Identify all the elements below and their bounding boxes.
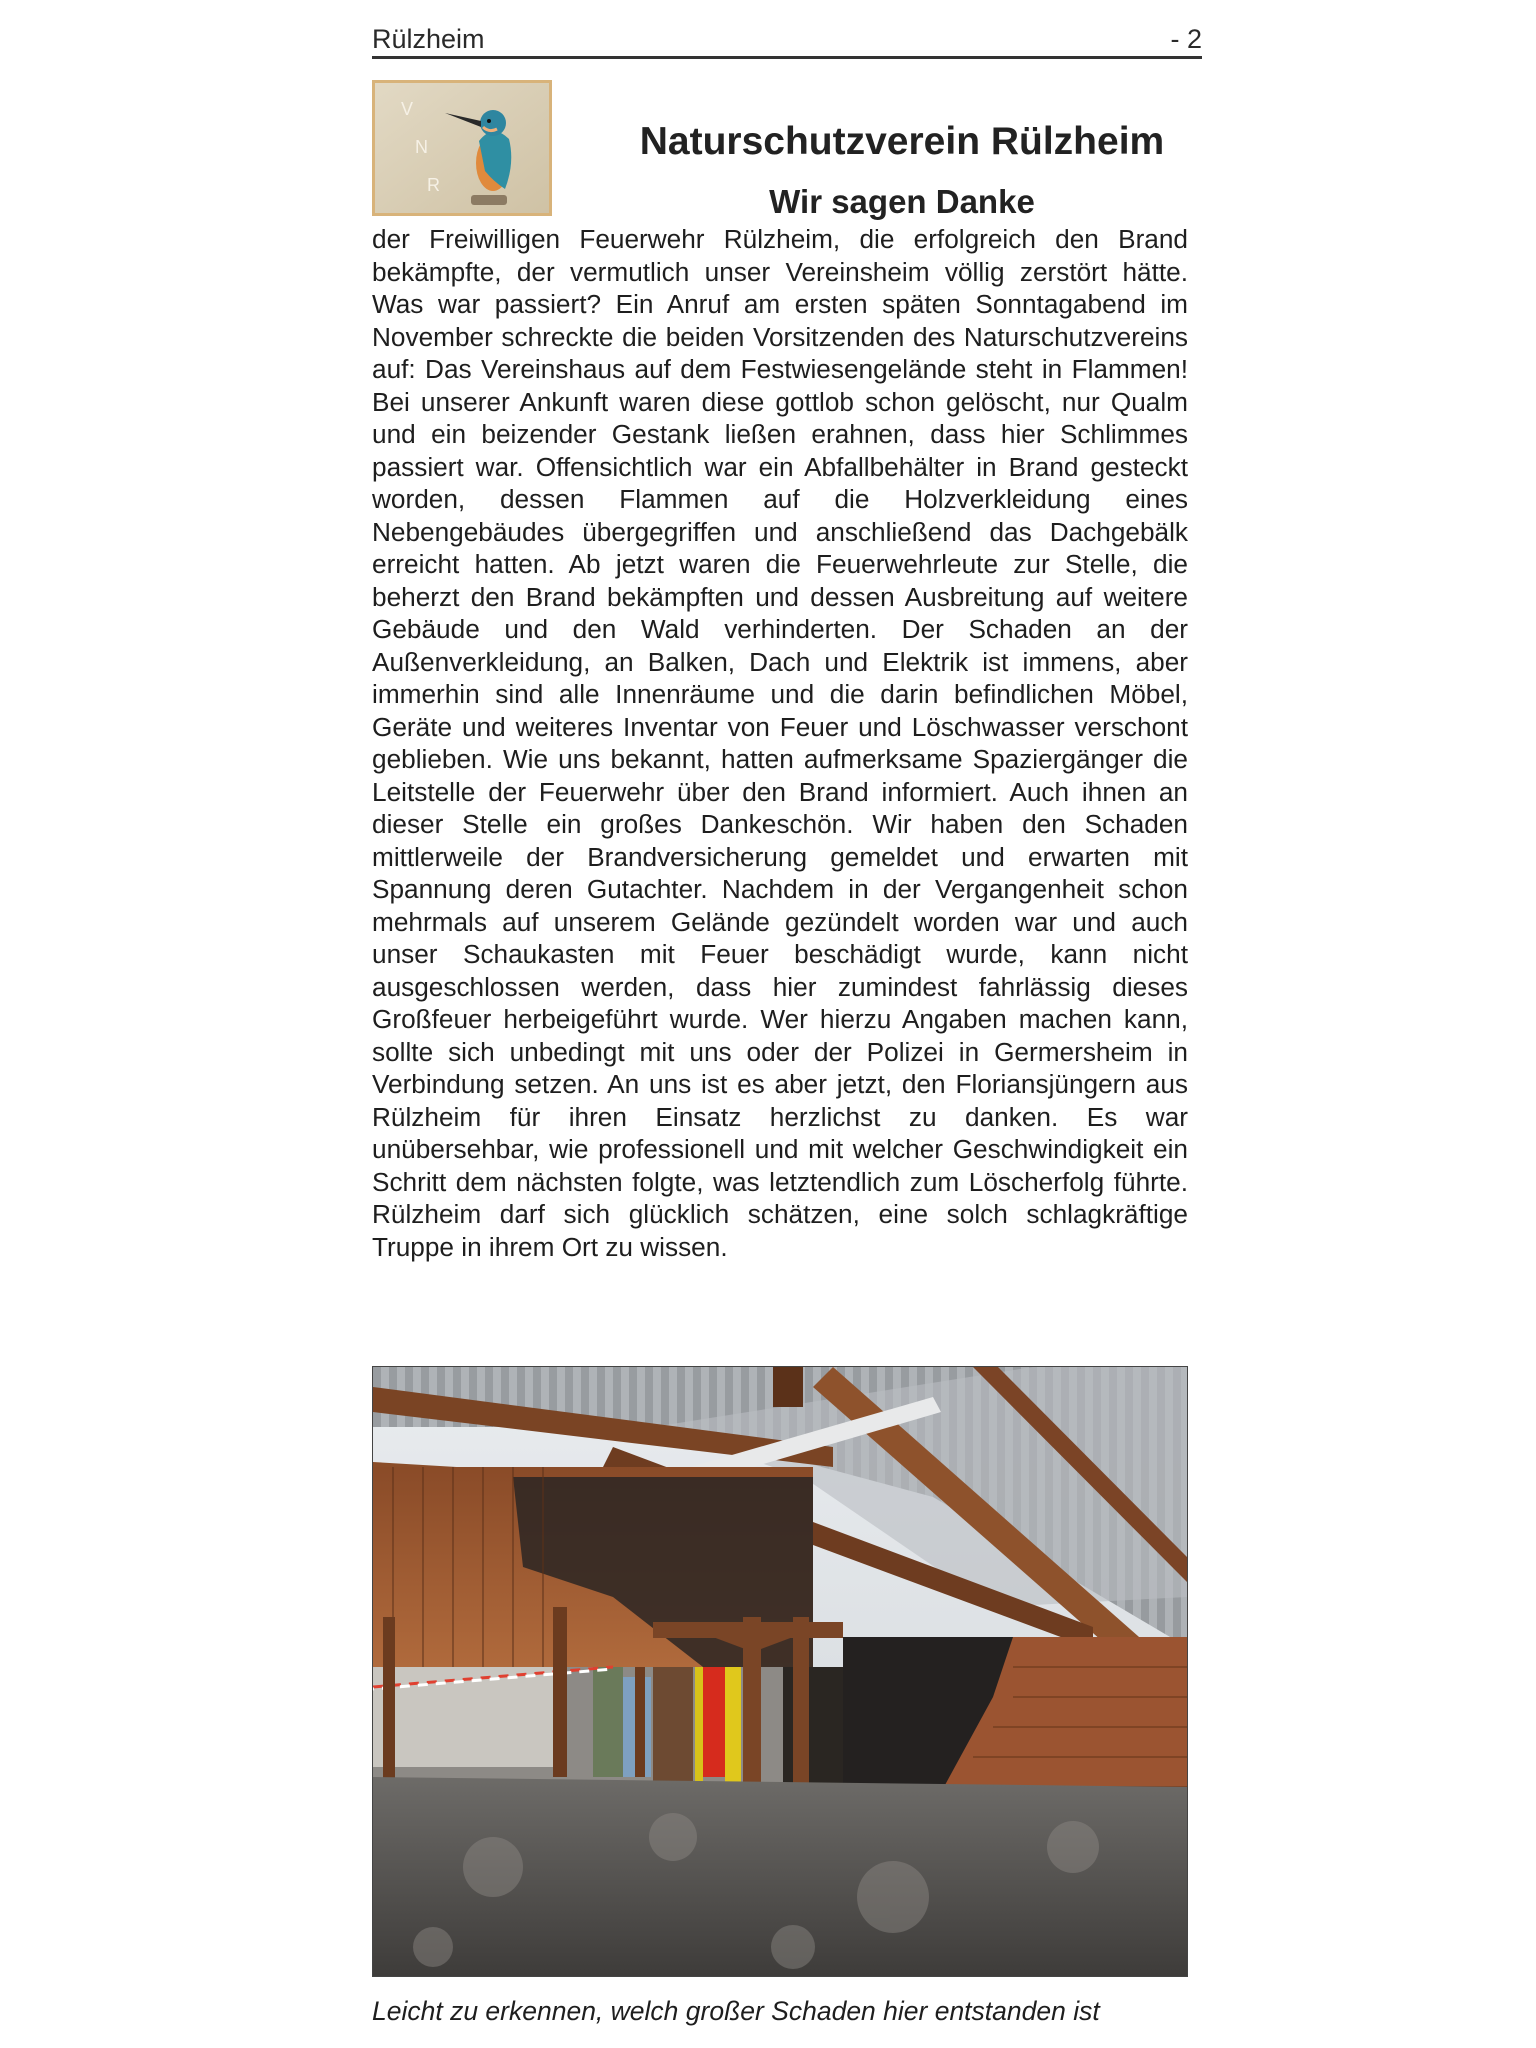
article-title: Naturschutzverein Rülzheim <box>639 120 1165 163</box>
page-header <box>372 22 1202 59</box>
logo-letter-r: R <box>427 175 440 195</box>
photo-caption: Leicht zu erkennen, welch großer Schaden hier entstanden ist <box>372 1996 1100 2026</box>
logo-letter-n: N <box>415 137 428 157</box>
club-logo <box>372 80 552 216</box>
header-town: Rülzheim <box>372 24 485 54</box>
page-number: - 2 <box>1170 24 1202 54</box>
article-subtitle: Wir sagen Danke <box>769 183 1035 220</box>
fire-damage-photo <box>372 1366 1188 1977</box>
article-body: der Freiwilligen Feuerwehr Rülzheim, die erfolgreich den Brand bekämpfte, der vermutlich unser Vereinsheim völlig zerstört hätte. Was war passiert? Ein Anruf am ersten späten Sonntagabend im November schreckte die beiden Vorsitzenden des Naturschutzvereins auf: Das Vereinshaus auf dem Festwiesengelände steht in Flammen! Bei unserer Ankunft waren diese gottlob schon gelöscht, nur Qualm und ein beizender Gestank ließen erahnen, dass hier Schlimmes passiert war. Offensichtlich war ein Abfallbehälter in Brand gesteckt worden, dessen Flammen auf die Holzverkleidung eines Nebengebäudes übergegriffen und anschließend das Dachgebälk erreicht hatten. Ab jetzt waren die Feuerwehrleute zur Stelle, die beherzt den Brand bekämpften und dessen Ausbreitung auf weitere Gebäude und den Wald verhinderten. Der Schaden an der Außenverkleidung, an Balken, Dach und Elektrik ist immens, aber immerhin sind alle Innenräume und die darin befindlichen Möbel, Geräte und weiteres Inventar von Feuer und Löschwasser verschont geblieben. Wie uns bekannt, hatten aufmerksame Spaziergänger die Leitstelle der Feuerwehr über den Brand informiert. Auch ihnen an dieser Stelle ein großes Dankeschön. Wir haben den Schaden mittlerweile der Brandversicherung gemeldet und erwarten mit Spannung deren Gutachter. Nachdem in der Vergangenheit schon mehrmals auf unserem Gelände gezündelt worden war und auch unser Schaukasten mit Feuer beschädigt wurde, kann nicht ausgeschlossen werden, dass hier zumindest fahrlässig dieses Großfeuer herbeigeführt wurde. Wer hierzu Angaben machen kann, sollte sich unbedingt mit uns oder der Polizei in Germersheim in Verbindung setzen. An uns ist es aber jetzt, den Floriansjüngern aus Rülzheim für ihren Einsatz herzlichst zu danken. Es war unübersehbar, wie professionell und mit welcher Geschwindigkeit ein Schritt dem nächsten folgte, was letztendlich zum Löscherfolg führte. Rülzheim darf sich glücklich schätzen, eine solch schlagkräftige Truppe in ihrem Ort zu wissen. <box>372 224 1188 1262</box>
logo-letter-v: V <box>401 99 414 119</box>
